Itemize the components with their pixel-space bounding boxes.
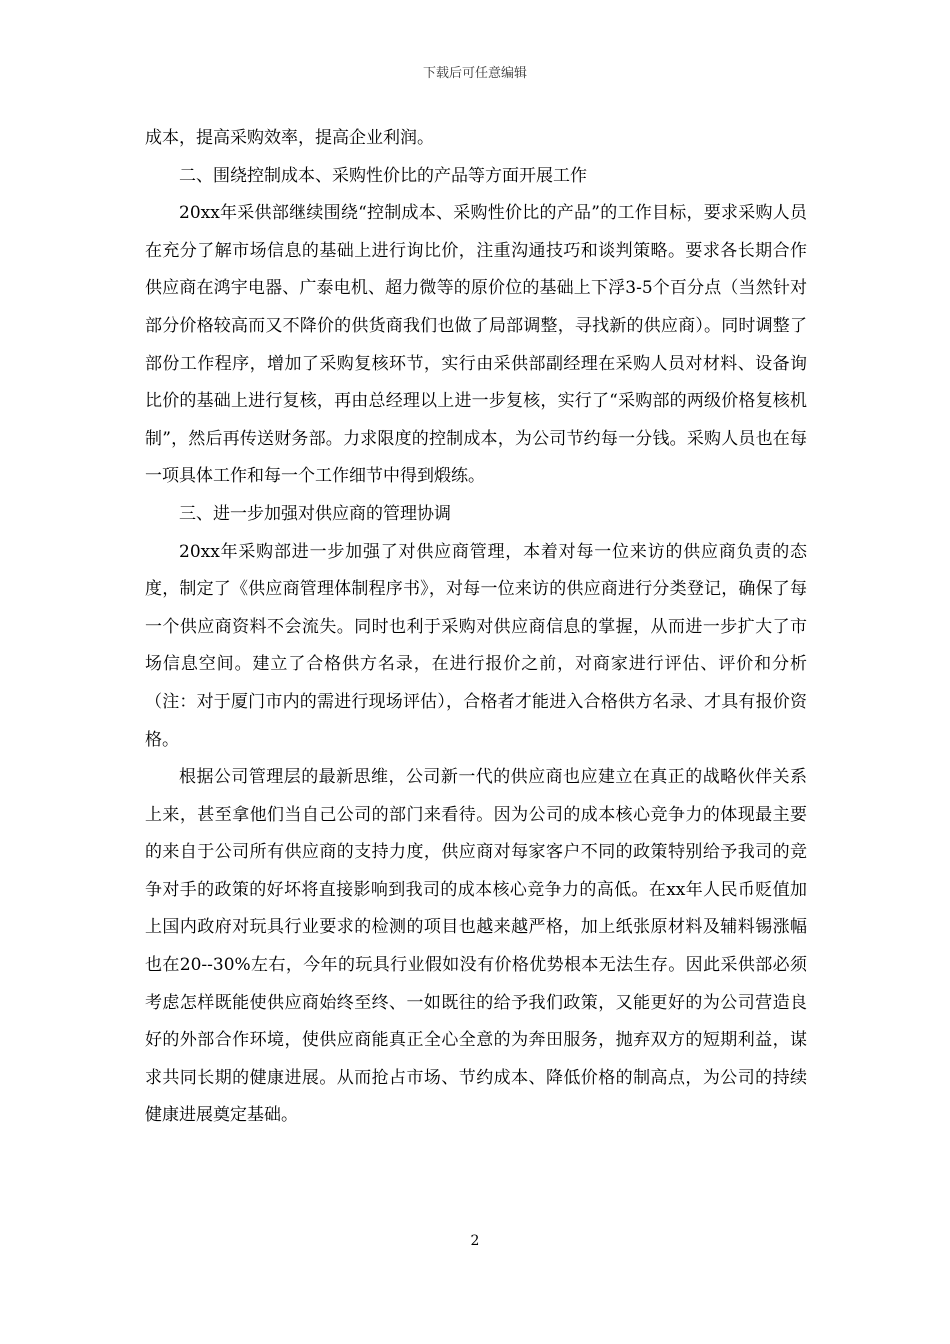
section-heading-2: 二、围绕控制成本、采购性价比的产品等方面开展工作	[179, 165, 587, 186]
paragraph-1: 成本，提高采购效率，提高企业利润。	[145, 128, 434, 148]
page-header: 下载后可任意编辑	[422, 66, 527, 81]
page-number: 2	[470, 1233, 480, 1249]
paragraph-3: 20xx年采供部继续围绕“控制成本、采购性价比的产品”的工作目标，要求采购人员在充分了解市场信息的基础上进行询比价，注重沟通技巧和谈判策略。要求各长期合作供应商在鸿宇电器、广泰电机、超力微等的原价位的基础上下浮3-5个百分点（当然针对部分价格较高而又不降价的供货商我们也做了局部调整，寻找新的供应商）。同时调整了部份工作程序，增加了采购复核环节，实行由采供部副经理在采购人员对材料、设备询比价的基础上进行复核，再由总经理以上进一步复核，实行了“采购部的两级价格复核机制”，然后再传送财务部。力求限度的控制成本，为公司节约每一分钱。采购人员也在每一项具体工作和每一个工作细节中得到煅练。	[145, 203, 807, 487]
paragraph-5: 20xx年采购部进一步加强了对供应商管理，本着对每一位来访的供应商负责的态度，制定了《供应商管理体制程序书》，对每一位来访的供应商进行分类登记，确保了每一个供应商资料不会流失。同时也利于采购对供应商信息的掌握，从而进一步扩大了市场信息空间。建立了合格供方名录，在进行报价之前，对商家进行评估、评价和分析（注：对于厦门市内的需进行现场评估），合格者才能进入合格供方名录、才具有报价资格。	[145, 541, 807, 750]
paragraph-6: 根据公司管理层的最新思维，公司新一代的供应商也应建立在真正的战略伙伴关系上来，甚至拿他们当自己公司的部门来看待。因为公司的成本核心竞争力的体现最主要的来自于公司所有供应商的支持力度，供应商对每家客户不同的政策特别给予我司的竞争对手的政策的好坏将直接影响到我司的成本核心竞争力的高低。在xx年人民币贬值加上国内政府对玩具行业要求的检测的项目也越来越严格，加上纸张原材料及辅料锡涨幅也在20--30%左右，今年的玩具行业假如没有价格优势根本无法生存。因此采供部必须考虑怎样既能使供应商始终至终、一如既往的给予我们政策，又能更好的为公司营造良好的外部合作环境，使供应商能真正全心全意的为奔田服务，抛弃双方的短期利益，谋求共同长期的健康进展。从而抢占市场、节约成本、降低价格的制高点，为公司的持续健康进展奠定基础。	[145, 767, 807, 1126]
document-body	[145, 120, 807, 1135]
section-heading-3: 三、进一步加强对供应商的管理协调	[179, 503, 451, 524]
